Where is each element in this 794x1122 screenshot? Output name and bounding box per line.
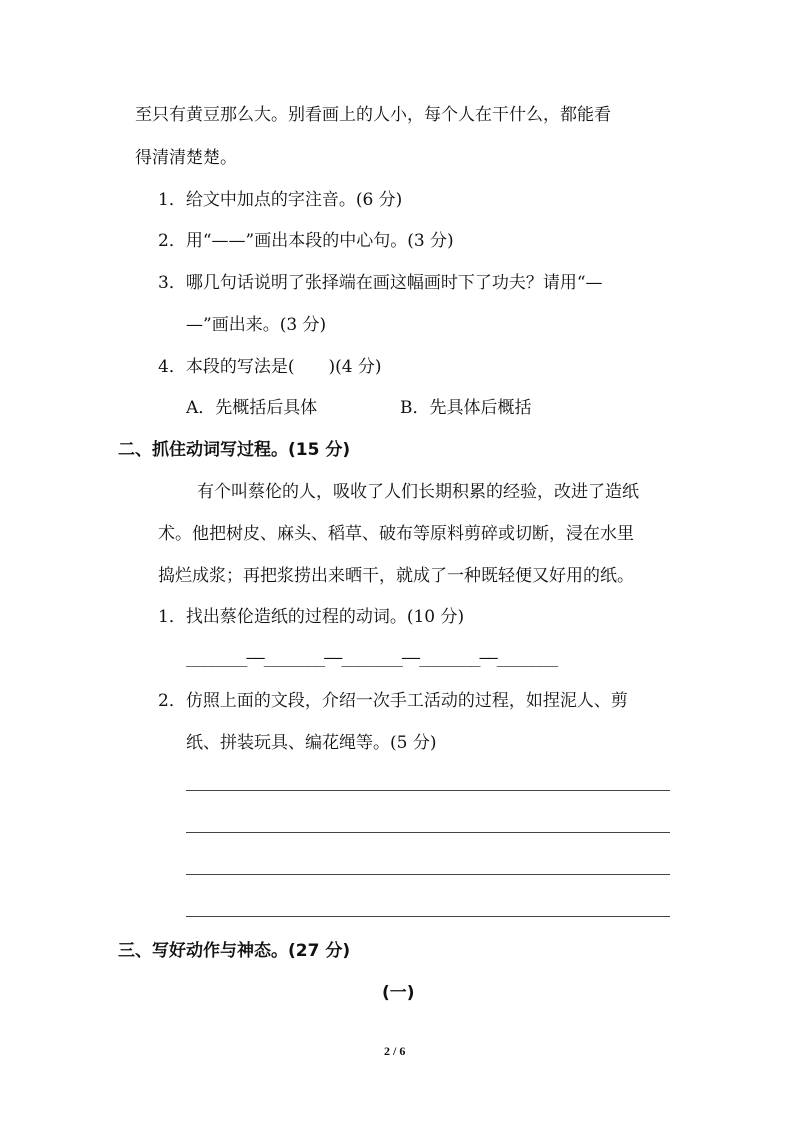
question-3-line-1: 3．哪几句话说明了张择端在画这幅画时下了功夫？请用“— [158,273,603,293]
section-2-heading: 二、抓住动词写过程。(15 分) [118,440,351,460]
page-number: 2 / 6 [384,1044,406,1058]
question-3-line-2: —”画出来。(3 分) [186,315,327,335]
question-1: 1．给文中加点的字注音。(6 分) [158,190,403,210]
section-2-question-2-line-2: 纸、拼装玩具、编花绳等。(5 分) [186,733,437,753]
section-2-question-2-line-1: 2．仿照上面的文段，介绍一次手工活动的过程，如捏泥人、剪 [158,691,628,711]
question-2: 2．用“——”画出本段的中心句。(3 分) [158,231,454,251]
answer-line[interactable] [186,790,670,791]
question-4: 4．本段的写法是( )(4 分) [158,357,382,377]
answer-line[interactable] [186,916,670,917]
option-b: B．先具体后概括 [400,398,532,418]
answer-line[interactable] [186,874,670,875]
option-a: A．先概括后具体 [186,398,318,418]
verb-answer-blanks[interactable]: _______——_______——_______——_______——_______ [186,648,558,667]
section-2-paragraph-line-2: 术。他把树皮、麻头、稻草、破布等原料剪碎或切断，浸在水里 [158,524,634,544]
answer-line[interactable] [186,832,670,833]
passage-line-2: 得清清楚楚。 [135,148,237,168]
section-2-question-1: 1．找出蔡伦造纸的过程的动词。(10 分) [158,607,465,627]
section-2-paragraph-line-3: 捣烂成浆；再把浆捞出来晒干，就成了一种既轻便又好用的纸。 [158,566,634,586]
section-3-heading: 三、写好动作与神态。(27 分) [118,941,351,961]
section-3-subheading: (一) [382,983,415,1003]
section-2-paragraph-line-1: 有个叫蔡伦的人，吸收了人们长期积累的经验，改进了造纸 [197,482,639,502]
passage-line-1: 至只有黄豆那么大。别看画上的人小，每个人在干什么，都能看 [135,105,611,125]
